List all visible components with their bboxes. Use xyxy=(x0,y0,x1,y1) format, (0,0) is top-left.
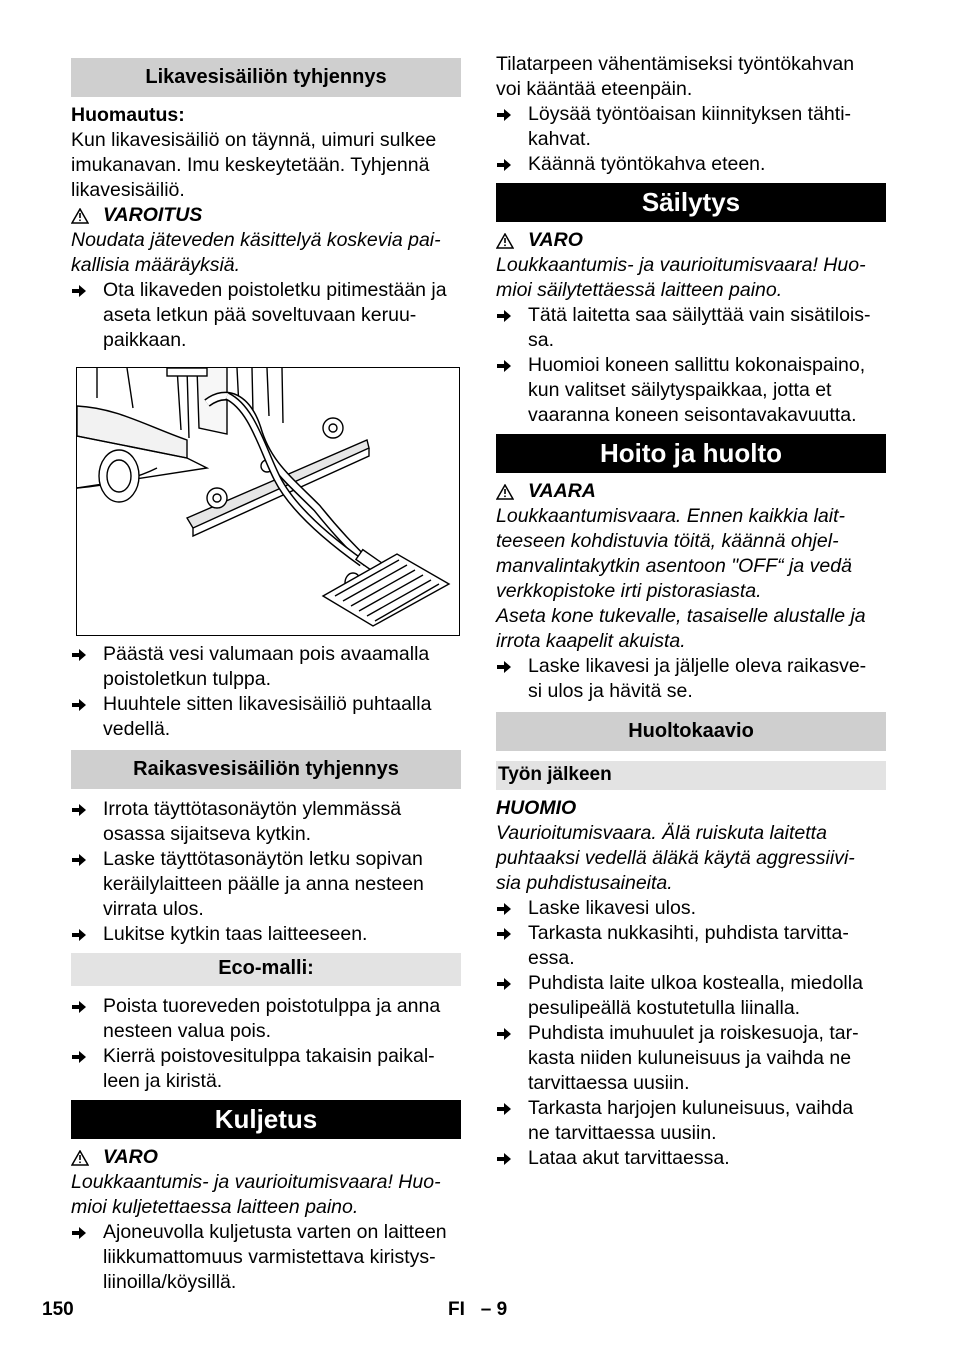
figure-drain-hose xyxy=(76,367,460,636)
arrow-right-icon xyxy=(71,692,103,742)
text-line: Laske likavesi ulos. xyxy=(528,897,696,919)
list-item xyxy=(496,921,886,971)
text-line: Vaurioitumisvaara. Älä ruiskuta laitetta xyxy=(496,822,827,844)
text-line: Kierrä poistovesitulppa takaisin paikal- xyxy=(103,1045,435,1067)
list-item-text xyxy=(528,152,765,177)
list-item xyxy=(496,303,886,353)
warning-triangle-icon xyxy=(496,482,518,502)
text-line: likavesisäiliö. xyxy=(71,179,185,201)
text-line: Laske likavesi ja jäljelle oleva raikasve- xyxy=(528,655,867,677)
list-item-text xyxy=(103,922,367,947)
text-line: Noudata jäteveden käsittelyä koskevia pai- xyxy=(71,229,441,251)
list-item-text xyxy=(528,1146,730,1171)
warning-text xyxy=(496,253,886,303)
section-heading-kuljetus: Kuljetus xyxy=(71,1100,461,1139)
list-item-text xyxy=(103,692,431,742)
warning-text xyxy=(71,1170,461,1220)
list-item-text xyxy=(103,278,447,353)
list-item xyxy=(496,152,886,177)
text-line: Lataa akut tarvittaessa. xyxy=(528,1147,730,1169)
section-heading-likavesi: Likavesisäiliön tyhjennys xyxy=(71,58,461,97)
text-line: Loukkaantumis- ja vaurioitumisvaara! Huo- xyxy=(496,254,866,276)
text-line: Loukkaantumis- ja vaurioitumisvaara! Huo- xyxy=(71,1171,441,1193)
text-line: keräilylaitteen päälle ja anna nesteen xyxy=(103,873,424,895)
text-line: Huomioi koneen sallittu kokonaispaino, xyxy=(528,354,866,376)
text-line: manvalintakytkin asentoon "OFF“ ja vedä xyxy=(496,555,852,577)
text-line: leen ja kiristä. xyxy=(103,1070,223,1092)
text-line: si ulos ja hävitä se. xyxy=(528,680,693,702)
list-item xyxy=(71,847,461,922)
warning-heading xyxy=(71,203,461,228)
list-item-text xyxy=(528,921,849,971)
text-line: teeseen kohdistuvia töitä, käännä ohjel- xyxy=(496,530,839,552)
arrow-right-icon xyxy=(496,353,528,428)
text-line: Loukkaantumisvaara. Ennen kaikkia lait- xyxy=(496,505,846,527)
note-text xyxy=(71,128,461,203)
section-heading-hoito: Hoito ja huolto xyxy=(496,434,886,473)
list-item-text xyxy=(103,642,429,692)
text-line: Huuhtele sitten likavesisäiliö puhtaalla xyxy=(103,693,432,715)
text-line: vedellä. xyxy=(103,718,171,740)
text-line: imukanavan. Imu keskeytetään. Tyhjennä xyxy=(71,154,430,176)
text-line: paikkaan. xyxy=(103,329,187,351)
list-item-text xyxy=(528,303,871,353)
section-heading-sailytys: Säilytys xyxy=(496,183,886,222)
text-line: tarvittaessa uusiin. xyxy=(528,1072,690,1094)
list-item xyxy=(71,692,461,742)
text-line: mioi kuljetettaessa laitteen paino. xyxy=(71,1196,359,1218)
text-line: kasta niiden kuluneisuus ja vaihda ne xyxy=(528,1047,852,1069)
list-item xyxy=(496,1096,886,1146)
list-item xyxy=(496,1146,886,1171)
notice-text xyxy=(496,821,886,896)
list-item-text xyxy=(103,847,424,922)
list-item-text xyxy=(528,896,696,921)
left-column xyxy=(71,58,461,1295)
list-item-text xyxy=(528,1096,853,1146)
text-line: Lukitse kytkin taas laitteeseen. xyxy=(103,923,368,945)
list-item-text xyxy=(528,654,866,704)
list-item-text xyxy=(103,994,440,1044)
text-line: Aseta kone tukevalle, tasaiselle alustalle ja xyxy=(496,605,866,627)
arrow-right-icon xyxy=(496,654,528,704)
text-line: Ota likaveden poistoletku pitimestään ja xyxy=(103,279,447,301)
warning-label: VAARA xyxy=(528,480,596,502)
list-item-text xyxy=(103,1044,435,1094)
text-line: Tätä laitetta saa säilyttää vain sisätilois- xyxy=(528,304,871,326)
text-line: Käännä työntökahva eteen. xyxy=(528,153,766,175)
language-page-marker: FI – 9 xyxy=(448,1299,508,1320)
list-item xyxy=(71,642,461,692)
arrow-right-icon xyxy=(71,994,103,1044)
list-item xyxy=(496,102,886,152)
text-line: essa. xyxy=(528,947,575,969)
list-item xyxy=(71,994,461,1044)
text-line: Kun likavesisäiliö on täynnä, uimuri sulkee xyxy=(71,129,437,151)
text-line: liinoilla/köysillä. xyxy=(103,1271,237,1293)
right-column xyxy=(496,52,886,1171)
text-line: mioi säilytettäessä laitteen paino. xyxy=(496,279,783,301)
text-line: ne tarvittaessa uusiin. xyxy=(528,1122,717,1144)
text-line: virrata ulos. xyxy=(103,898,204,920)
subsection-heading-tyon-jalkeen: Työn jälkeen xyxy=(496,761,886,790)
machine-drain-hose-illustration xyxy=(77,368,459,635)
list-item-text xyxy=(528,971,863,1021)
text-line: Ajoneuvolla kuljetusta varten on laitteen xyxy=(103,1221,447,1243)
warning-triangle-icon xyxy=(71,206,93,226)
arrow-right-icon xyxy=(496,102,528,152)
text-line: liikkumattomuus varmistettava kiristys- xyxy=(103,1246,436,1268)
page-number: 150 xyxy=(42,1299,74,1320)
list-item-text xyxy=(103,1220,447,1295)
notice-label: HUOMIO xyxy=(496,797,577,819)
arrow-right-icon xyxy=(496,921,528,971)
section-heading-huoltokaavio: Huoltokaavio xyxy=(496,712,886,751)
arrow-right-icon xyxy=(496,303,528,353)
text-line: pesulipeällä kostutetulla liinalla. xyxy=(528,997,801,1019)
warning-text xyxy=(496,504,886,654)
text-line: vaaranna koneen seisontavakavuutta. xyxy=(528,404,857,426)
arrow-right-icon xyxy=(496,971,528,1021)
list-item-text xyxy=(528,353,865,428)
text-line: kallisia määräyksiä. xyxy=(71,254,241,276)
text-line: Puhdista laite ulkoa kostealla, miedolla xyxy=(528,972,863,994)
arrow-right-icon xyxy=(496,1021,528,1096)
arrow-right-icon xyxy=(71,1044,103,1094)
warning-heading xyxy=(496,228,886,253)
arrow-right-icon xyxy=(496,1146,528,1171)
list-item xyxy=(496,353,886,428)
warning-label: VARO xyxy=(103,1146,158,1168)
arrow-right-icon xyxy=(496,1096,528,1146)
list-item-text xyxy=(103,797,401,847)
list-item xyxy=(71,1044,461,1094)
text-line: nesteen valua pois. xyxy=(103,1020,272,1042)
arrow-right-icon xyxy=(71,922,103,947)
note-label: Huomautus: xyxy=(71,104,185,126)
text-line: irrota kaapelit akuista. xyxy=(496,630,686,652)
warning-triangle-icon xyxy=(71,1148,93,1168)
list-item-text xyxy=(528,1021,859,1096)
list-item xyxy=(496,971,886,1021)
arrow-right-icon xyxy=(71,847,103,922)
warning-heading xyxy=(496,479,886,504)
warning-triangle-icon xyxy=(496,231,518,251)
text-line: Tarkasta harjojen kuluneisuus, vaihda xyxy=(528,1097,854,1119)
warning-text xyxy=(71,228,461,278)
text-line: verkkopistoke irti pistorasiasta. xyxy=(496,580,762,602)
list-item xyxy=(496,896,886,921)
list-item xyxy=(496,1021,886,1096)
warning-label: VARO xyxy=(528,229,583,251)
arrow-right-icon xyxy=(71,278,103,353)
list-item xyxy=(71,922,461,947)
section-heading-eco: Eco-malli: xyxy=(71,953,461,986)
list-item xyxy=(71,278,461,353)
text-line: sa. xyxy=(528,329,555,351)
warning-heading xyxy=(71,1145,461,1170)
intro-text xyxy=(496,52,886,102)
arrow-right-icon xyxy=(71,1220,103,1295)
text-line: aseta letkun pää soveltuvaan keruu- xyxy=(103,304,417,326)
text-line: kun valitset säilytyspaikkaa, jotta et xyxy=(528,379,832,401)
text-line: Irrota täyttötasonäytön ylemmässä xyxy=(103,798,402,820)
text-line: sia puhdistusaineita. xyxy=(496,872,673,894)
text-line: poistoletkun tulppa. xyxy=(103,668,272,690)
text-line: Päästä vesi valumaan pois avaamalla xyxy=(103,643,430,665)
text-line: voi kääntää eteenpäin. xyxy=(496,78,693,100)
text-line: osassa sijaitseva kytkin. xyxy=(103,823,312,845)
arrow-right-icon xyxy=(496,896,528,921)
list-item xyxy=(71,1220,461,1295)
text-line: Laske täyttötasonäytön letku sopivan xyxy=(103,848,423,870)
text-line: puhtaaksi vedellä äläkä käytä aggressiivi- xyxy=(496,847,855,869)
arrow-right-icon xyxy=(71,797,103,847)
text-line: Löysää työntöaisan kiinnityksen tähti- xyxy=(528,103,852,125)
arrow-right-icon xyxy=(71,642,103,692)
text-line: Puhdista imuhuulet ja roiskesuoja, tar- xyxy=(528,1022,859,1044)
text-line: kahvat. xyxy=(528,128,591,150)
text-line: Tarkasta nukkasihti, puhdista tarvitta- xyxy=(528,922,849,944)
section-heading-raikasvesi: Raikasvesisäiliön tyhjennys xyxy=(71,750,461,789)
text-line: Poista tuoreveden poistotulppa ja anna xyxy=(103,995,441,1017)
arrow-right-icon xyxy=(496,152,528,177)
list-item-text xyxy=(528,102,851,152)
warning-label: VAROITUS xyxy=(103,204,203,226)
list-item xyxy=(496,654,886,704)
text-line: Tilatarpeen vähentämiseksi työntökahvan xyxy=(496,53,855,75)
list-item xyxy=(71,797,461,847)
